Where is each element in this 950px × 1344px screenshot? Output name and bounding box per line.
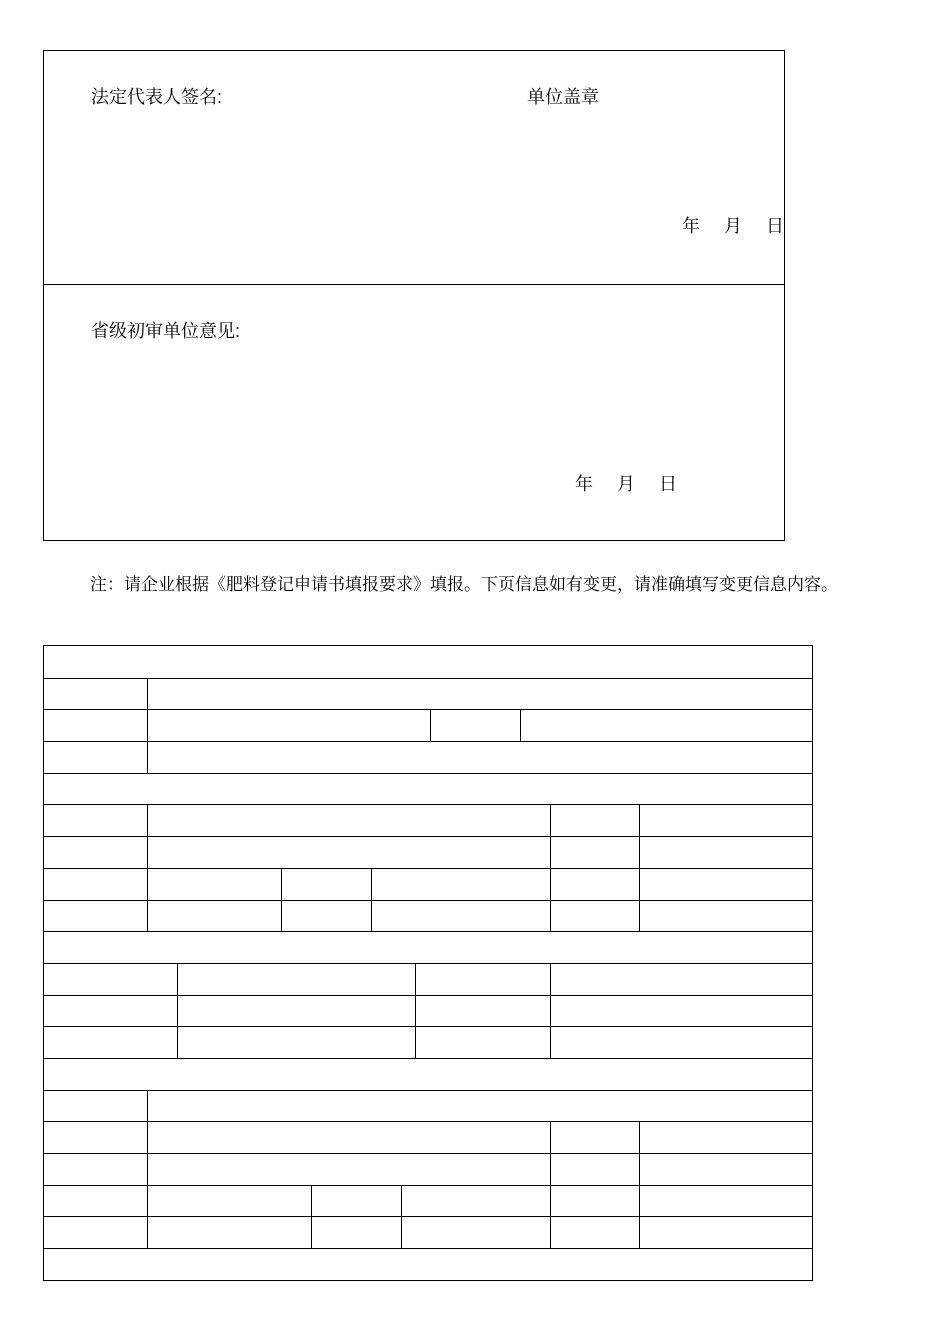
table-row [44,1121,812,1153]
table-row [44,773,812,805]
date-year: 年 [575,474,593,494]
opinion-label: 省级初审单位意见: [91,321,241,341]
seal-label: 单位盖章 [527,87,599,107]
signature-date [682,215,784,237]
review-section [43,284,785,541]
filing-note: 注：请企业根据《肥料登记申请书填报要求》填报。下页信息如有变更，请准确填写变更信息内容。 [90,575,838,594]
table-row [44,1216,812,1248]
table-row [44,678,812,710]
table-row [44,868,812,900]
table-row [44,1090,812,1122]
table-row [44,804,812,836]
table-row [44,1153,812,1185]
table-row [44,1248,812,1280]
table-row [44,963,812,995]
table-row [44,836,812,868]
date-month: 月 [724,216,742,236]
date-day: 日 [766,216,784,236]
review-date [575,473,677,495]
table-row [44,646,812,678]
table-row [44,931,812,963]
table-row [44,1026,812,1058]
signature-label: 法定代表人签名: [91,87,223,107]
date-year: 年 [682,216,700,236]
date-month: 月 [617,474,635,494]
table-row [44,1058,812,1090]
table-row [44,995,812,1027]
table-row [44,900,812,932]
date-day: 日 [659,474,677,494]
change-info-table [43,645,813,1281]
signature-section [43,50,785,285]
table-row [44,741,812,773]
table-row [44,709,812,741]
table-row [44,1185,812,1217]
